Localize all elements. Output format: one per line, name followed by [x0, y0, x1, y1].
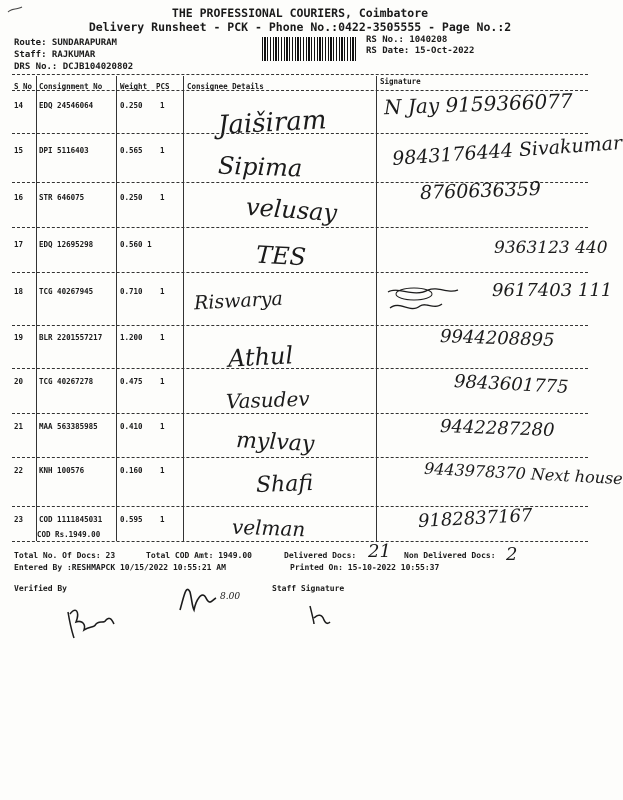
column-divider	[36, 76, 37, 541]
row-weight: 0.160	[120, 466, 143, 475]
column-divider	[183, 76, 184, 541]
row-sno: 23	[14, 515, 24, 524]
column-divider	[116, 76, 117, 541]
row-separator	[12, 413, 588, 414]
col-header-pcs: PCS	[156, 82, 170, 91]
row-pcs: 1	[160, 101, 165, 110]
row-sno: 22	[14, 466, 24, 475]
staff-signature-mark	[306, 604, 336, 626]
table-bottom-rule	[12, 541, 588, 542]
row-weight: 0.410	[120, 422, 143, 431]
col-header-sno: S No	[14, 82, 33, 91]
row-pcs: 1	[160, 422, 165, 431]
row-signature: 9182837167	[417, 505, 534, 532]
barcode	[262, 37, 356, 61]
row-signature: 9944208895	[439, 326, 555, 351]
row-weight: 0.475	[120, 377, 143, 386]
row-consignment: TCG 40267945	[39, 287, 94, 296]
runsheet-subtitle: Delivery Runsheet - PCK - Phone No.:0422-3505555 - Page No.:2	[88, 20, 512, 34]
col-header-weight: Weight	[120, 82, 148, 91]
row-pcs: 1	[160, 193, 165, 202]
row-pcs: 1	[160, 146, 165, 155]
cod-note: COD Rs.1949.00	[37, 530, 101, 539]
row-sno: 19	[14, 333, 24, 342]
row-consignment: MAA 563385985	[39, 422, 98, 431]
staff-signature-label: Staff Signature	[272, 584, 345, 593]
row-weight: 0.565	[120, 146, 143, 155]
table-top-rule	[12, 74, 588, 75]
row-weight: 0.710	[120, 287, 143, 296]
row-sno: 18	[14, 287, 24, 296]
runner-initial-mark	[176, 580, 226, 615]
row-consignee-handwriting: mylvay	[235, 427, 315, 458]
row-separator	[12, 325, 588, 326]
row-signature: 9617403 111	[492, 280, 613, 301]
row-signature: 8760636359	[419, 177, 542, 205]
row-separator	[12, 133, 588, 134]
row-consignee-handwriting: Sipima	[217, 151, 303, 183]
row-separator	[12, 272, 588, 273]
row-consignee-handwriting: Shafi	[255, 471, 314, 498]
col-header-signature: Signature	[380, 77, 421, 86]
row-signature: 9843176444 Sivakumar	[391, 131, 623, 171]
time-note: 8.00	[220, 592, 241, 602]
row-consignee-handwriting: Riswarya	[193, 287, 284, 315]
row-sno: 17	[14, 240, 24, 249]
row-consignment: EDQ 24546064	[39, 101, 94, 110]
total-cod: Total COD Amt: 1949.00	[146, 551, 252, 560]
row-pcs: 1	[160, 377, 165, 386]
staff-label: Staff: RAJKUMAR	[14, 50, 96, 60]
row-consignment: DPI 5116403	[39, 146, 89, 155]
row18-scribble	[384, 284, 464, 324]
row-sno: 16	[14, 193, 24, 202]
entered-by: Entered By :RESHMAPCK 10/15/2022 10:55:21 AM	[14, 563, 226, 572]
row-separator	[12, 368, 588, 369]
column-divider	[376, 76, 377, 541]
company-title: THE PROFESSIONAL COURIERS, Coimbatore	[171, 6, 429, 20]
row-pcs: 1	[160, 333, 165, 342]
non-delivered-count: 2	[506, 544, 518, 565]
verified-by-label: Verified By	[14, 584, 67, 593]
row-pcs: 1	[160, 287, 165, 296]
row-separator	[12, 227, 588, 228]
printed-on: Printed On: 15-10-2022 10:55:37	[290, 563, 440, 572]
row-sno: 15	[14, 146, 24, 155]
row-consignment: COD 1111845031	[39, 515, 103, 524]
col-header-consignment: Consignment No	[39, 82, 103, 91]
row-consignee-handwriting: velusay	[245, 192, 338, 228]
row-consignee-handwriting: Vasudev	[225, 386, 311, 414]
row-weight: 0.250	[120, 101, 143, 110]
row-consignment: TCG 40267278	[39, 377, 94, 386]
row-consignee-handwriting: TES	[255, 240, 307, 272]
row-signature: N Jay 9159366077	[383, 88, 574, 120]
delivered-count: 21	[368, 541, 391, 562]
row-consignment: STR 646075	[39, 193, 85, 202]
row-consignment: BLR 2201557217	[39, 333, 103, 342]
row-sno: 20	[14, 377, 24, 386]
row-signature: 9843601775	[453, 371, 570, 398]
drs-label: DRS No.: DCJB104020802	[14, 62, 134, 72]
row-signature: 9363123 440	[494, 238, 608, 258]
row-consignee-handwriting: Jaiširam	[217, 105, 328, 141]
row-consignment: KNH 100576	[39, 466, 85, 475]
corner-mark	[6, 4, 26, 16]
row-pcs: 1	[160, 515, 165, 524]
row-consignee-handwriting: velman	[231, 514, 306, 542]
row-weight: 0.560 1	[120, 240, 152, 249]
row-signature: 9442287280	[439, 416, 555, 441]
row-sno: 14	[14, 101, 24, 110]
row-pcs: 1	[160, 466, 165, 475]
col-header-consignee: Consignee Details	[187, 82, 264, 91]
route-label: Route: SUNDARAPURAM	[14, 38, 117, 48]
total-docs: Total No. Of Docs: 23	[14, 551, 116, 560]
verified-by-signature	[60, 598, 120, 643]
row-sno: 21	[14, 422, 24, 431]
row-weight: 0.595	[120, 515, 143, 524]
delivered-label: Delivered Docs:	[284, 551, 357, 560]
rs-number: RS No.: 1040208	[366, 35, 448, 45]
row-separator	[12, 457, 588, 458]
row-consignment: EDQ 12695298	[39, 240, 94, 249]
row-weight: 0.250	[120, 193, 143, 202]
row-weight: 1.200	[120, 333, 143, 342]
non-delivered-label: Non Delivered Docs:	[404, 551, 496, 560]
row-consignee-handwriting: Athul	[227, 341, 294, 373]
rs-date: RS Date: 15-Oct-2022	[366, 46, 475, 56]
row-signature: 9443978370 Next house	[423, 458, 623, 489]
